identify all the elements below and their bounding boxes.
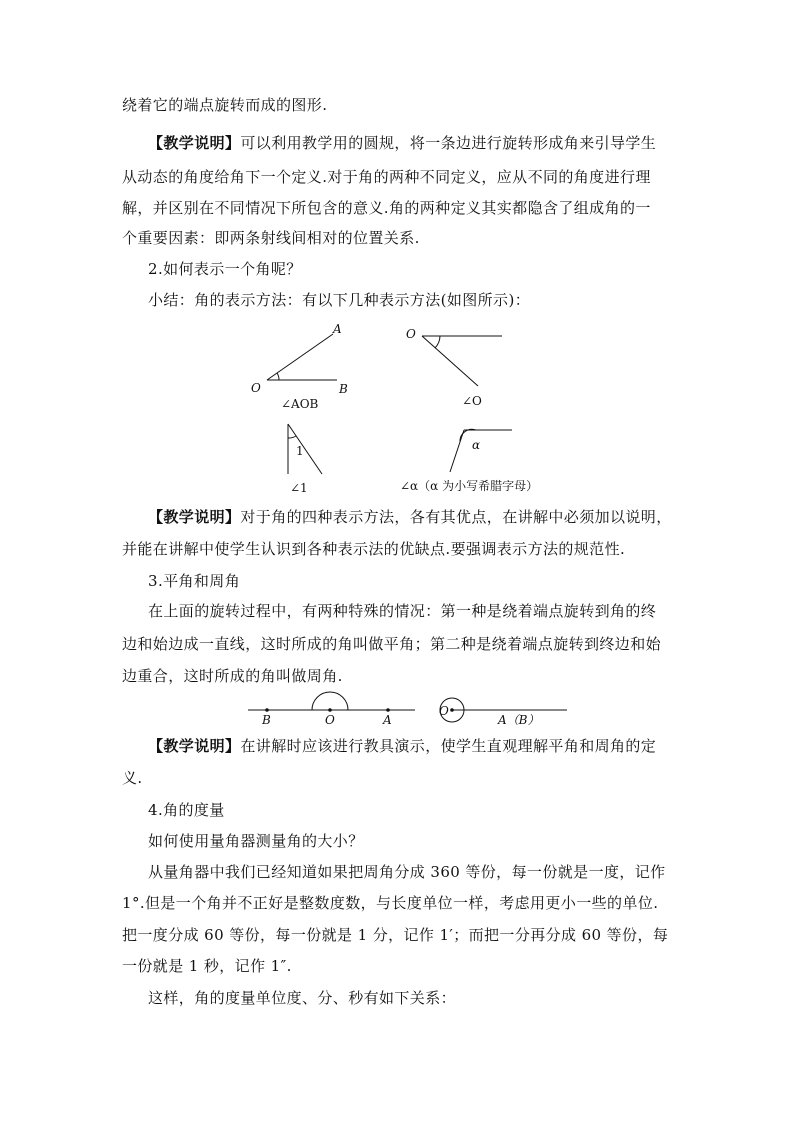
angle-alpha-label: α — [472, 438, 481, 452]
paragraph-text: 并能在讲解中使学生认识到各种表示法的优缺点.要强调表示方法的规范性. — [122, 540, 626, 558]
angle-1-figure — [270, 418, 340, 496]
straight-angle-figure — [240, 690, 420, 730]
round-angle-figure — [432, 690, 572, 730]
paragraph-text: 解，并区别在不同情况下所包含的意义.角的两种定义其实都隐含了组成角的一 — [122, 199, 651, 217]
teaching-note — [148, 736, 708, 756]
paragraph-text: 义. — [122, 769, 143, 787]
paragraph-text: 在讲解时应该进行教具演示，使学生直观理解平角和周角的定 — [240, 737, 657, 755]
point-label-o: O — [251, 381, 261, 395]
teaching-note-label: 【教学说明】 — [148, 134, 241, 152]
point-label-b: B — [339, 382, 348, 396]
paragraph-text: 一份就是 1 秒，记作 1″. — [122, 957, 292, 975]
point-label-o: O — [439, 704, 449, 718]
teaching-note-label: 【教学说明】 — [148, 737, 241, 755]
teaching-note-label: 【教学说明】 — [148, 508, 241, 526]
paragraph-text: 边重合，这时所成的角叫做周角. — [122, 667, 343, 685]
figure-caption: ∠α（α 为小写希腊字母） — [400, 479, 539, 493]
paragraph-text: 可以利用教学用的圆规，将一条边进行旋转形成角来引导学生 — [240, 134, 657, 152]
angle-number-label: 1 — [296, 444, 304, 458]
paragraph-text: 这样，角的度量单位度、分、秒有如下关系： — [148, 989, 457, 1007]
point-label-a: A — [383, 713, 392, 727]
paragraph-text: 从动态的角度给角下一个定义.对于角的两种不同定义，应从不同的角度进行理 — [122, 168, 651, 186]
figure-caption: ∠1 — [290, 481, 308, 495]
angle-o-figure — [402, 318, 512, 414]
paragraph-text: 1°.但是一个角并不正好是整数度数，与长度单位一样，考虑用更小一些的单位. — [122, 894, 659, 912]
paragraph-text: 边和始边成一直线，这时所成的角叫做平角；第二种是绕着端点旋转到终边和始 — [122, 635, 662, 653]
teaching-note — [148, 507, 708, 527]
paragraph-text: 从量角器中我们已经知道如果把周角分成 360 等份，每一份就是一度，记作 — [148, 863, 666, 881]
point-label-a-b: A（B） — [498, 713, 540, 727]
paragraph-text: 把一度分成 60 等份，每一份就是 1 分，记作 1′；而把一分再分成 60 等份，每 — [122, 926, 669, 944]
point-label-o: O — [325, 713, 335, 727]
point-label-o: O — [406, 327, 416, 341]
angle-alpha-figure — [398, 418, 558, 496]
angle-aob-figure — [245, 318, 365, 414]
section-heading: 2.如何表示一个角呢？ — [148, 260, 302, 278]
point-label-a: A — [333, 322, 342, 336]
paragraph-text: 如何使用量角器测量角的大小？ — [148, 832, 364, 850]
figure-caption: ∠AOB — [281, 397, 319, 411]
paragraph-text: 个重要因素：即两条射线间相对的位置关系. — [122, 229, 420, 247]
teaching-note — [148, 133, 708, 153]
paragraph-text: 绕着它的端点旋转而成的图形. — [122, 96, 328, 114]
figure-caption: ∠O — [462, 394, 482, 408]
paragraph-text: 小结：角的表示方法：有以下几种表示方法(如图所示)： — [148, 291, 531, 309]
paragraph-text: 在上面的旋转过程中，有两种特殊的情况：第一种是绕着端点旋转到角的终 — [148, 602, 657, 620]
paragraph-text: 对于角的四种表示方法，各有其优点，在讲解中必须加以说明， — [240, 508, 672, 526]
point-label-b: B — [262, 713, 271, 727]
section-heading: 4.角的度量 — [148, 801, 225, 819]
section-heading: 3.平角和周角 — [148, 572, 241, 590]
